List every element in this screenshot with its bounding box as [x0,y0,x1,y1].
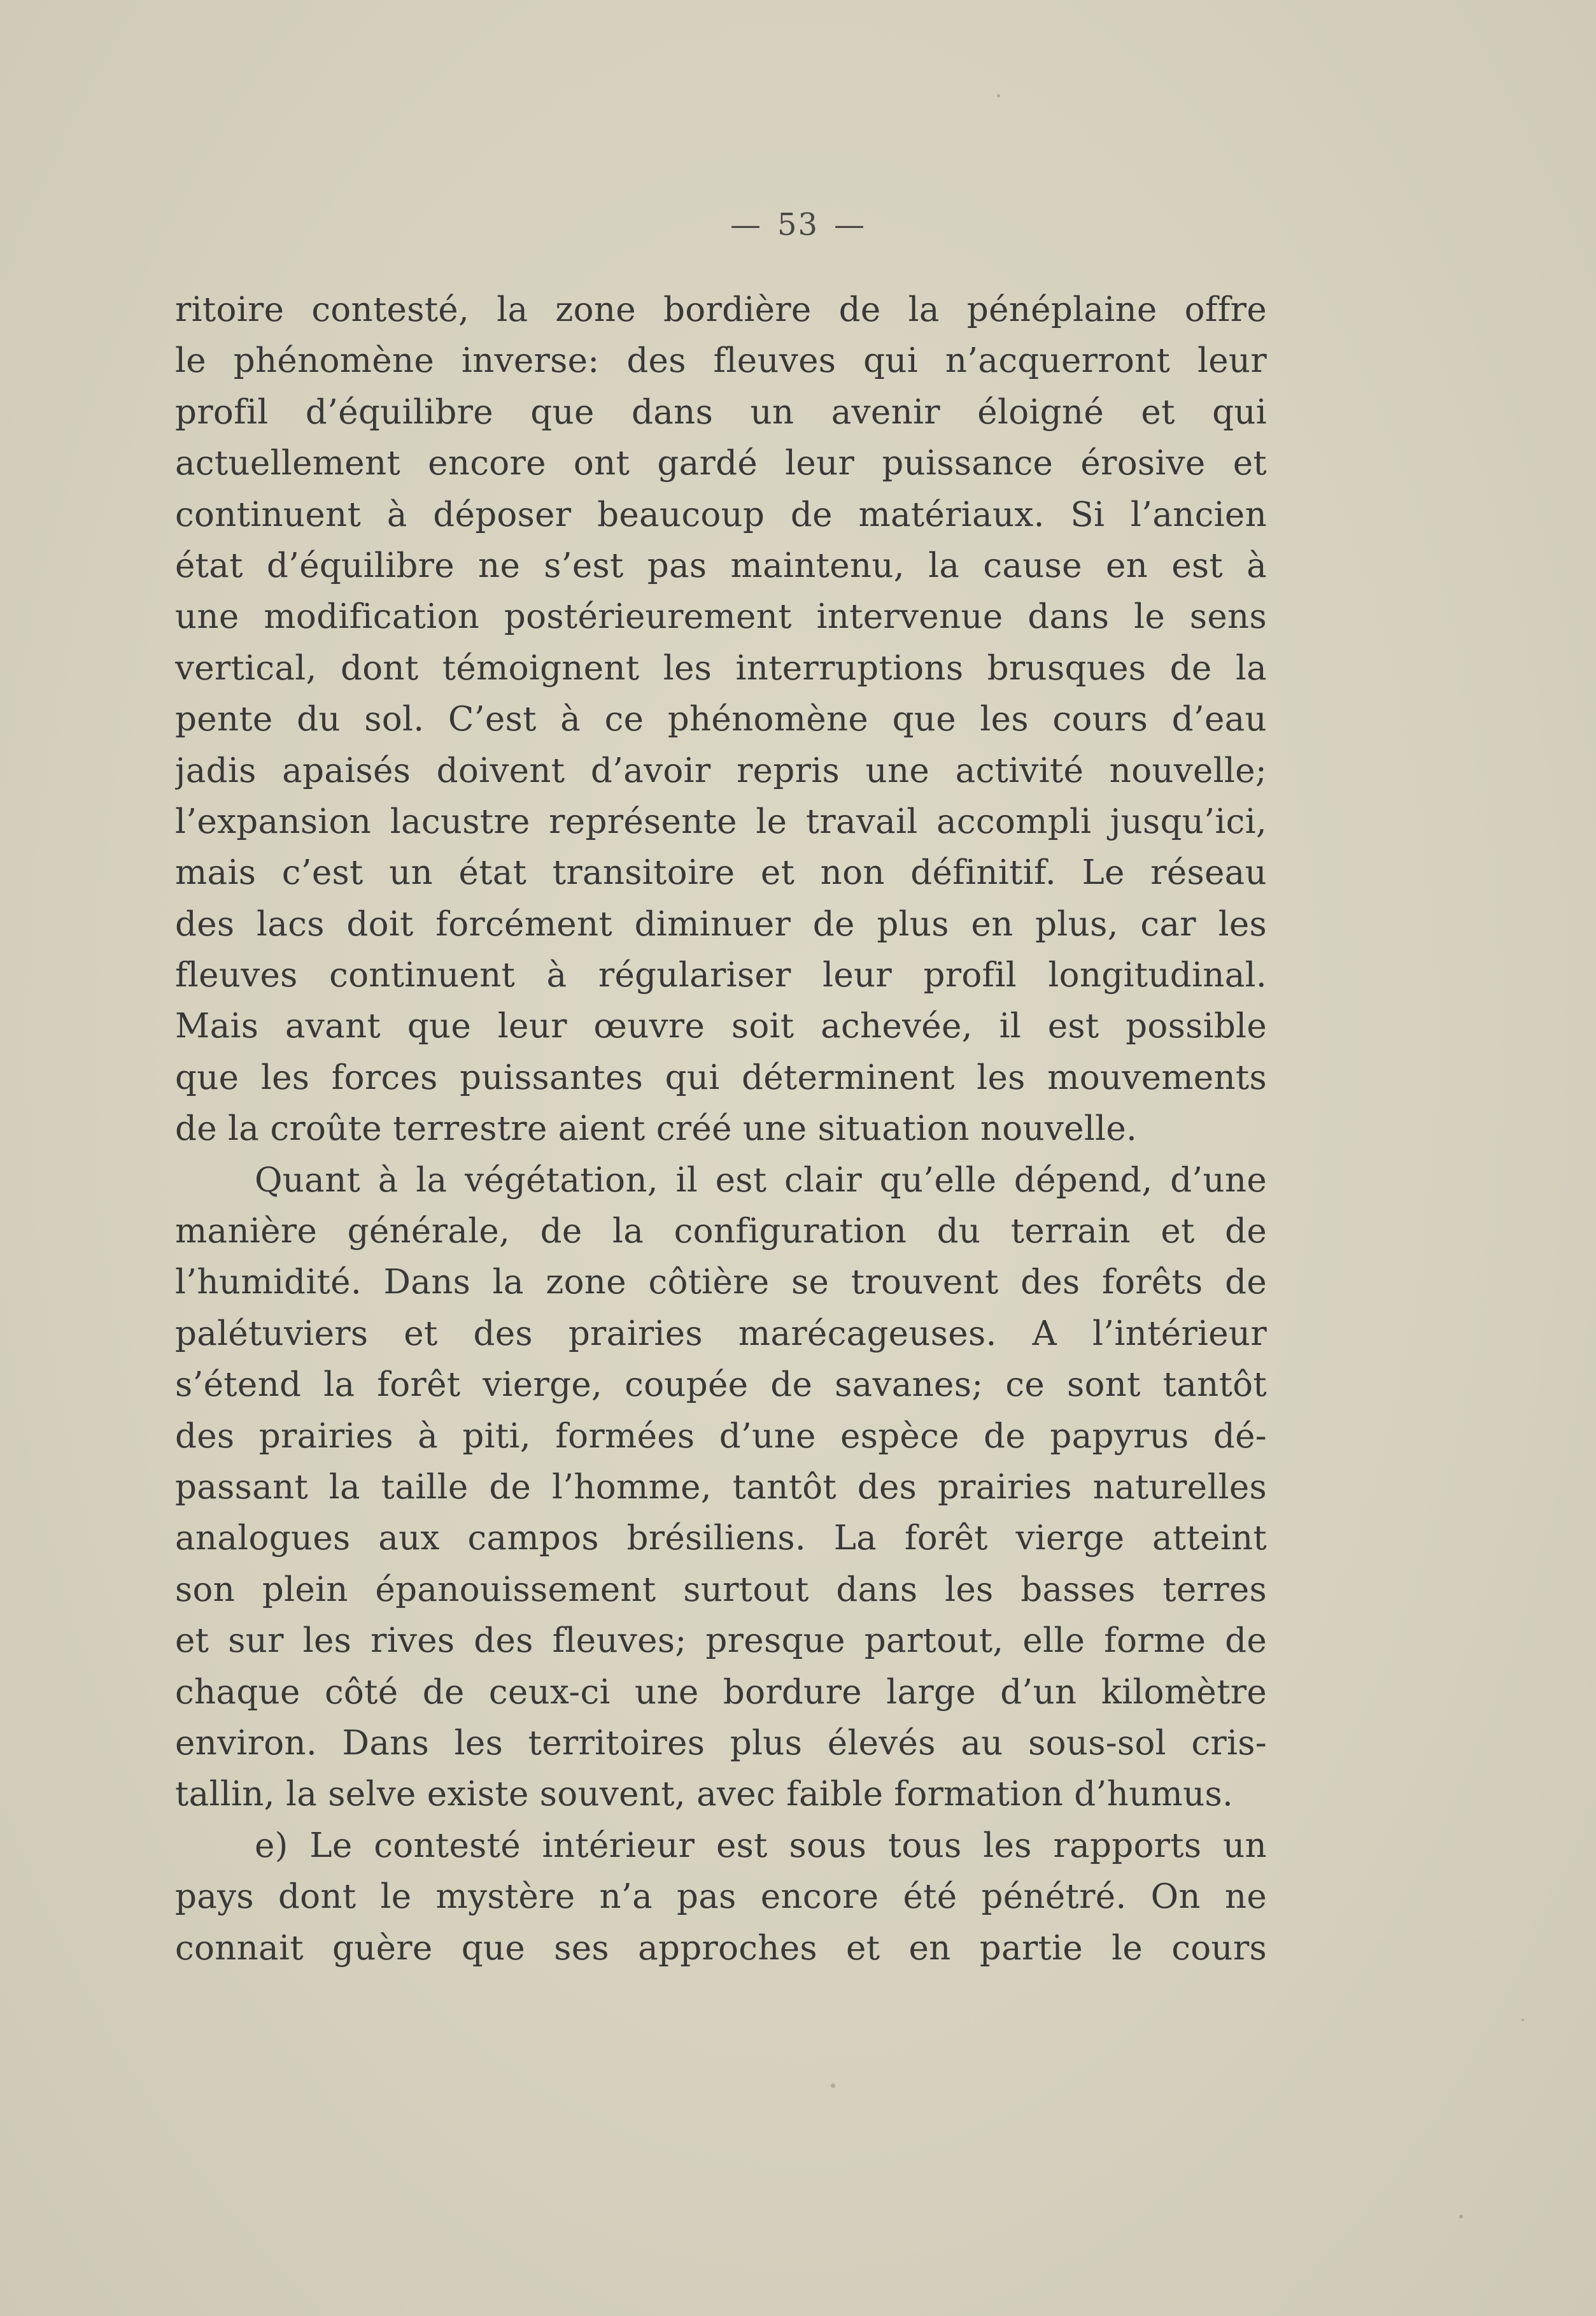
page-number-value: 53 [777,207,819,243]
text-line: passant la taille de l’homme, tantôt des prairies naturelles [175,1467,1267,1507]
text-line: jadis apaisés doivent d’avoir repris une activité nouvelle; [175,751,1267,790]
paper-speck [1459,2215,1463,2219]
body-text [175,285,1267,1974]
text-line: Mais avant que leur œuvre soit achevée, il est possible [175,1007,1267,1046]
text-line-paragraph-start: e) Le contesté intérieur est sous tous les rapports un [255,1826,1267,1865]
paper-speck [831,2084,835,2088]
text-line: le phénomène inverse: des fleuves qui n’acquerront leur [175,341,1267,381]
text-line: pente du sol. C’est à ce phénomène que les cours d’eau [175,700,1267,739]
text-line: profil d’équilibre que dans un avenir éloigné et qui [175,392,1267,432]
text-line: ritoire contesté, la zone bordière de la pénéplaine offre [175,290,1267,329]
text-line: des lacs doit forcément diminuer de plus en plus, car les [175,904,1267,944]
text-line-paragraph-end: de la croûte terrestre aient créé une situation nouvelle. [175,1109,1138,1149]
text-line-paragraph-start: Quant à la végétation, il est clair qu’elle dépend, d’une [255,1160,1267,1200]
text-line: son plein épanouissement surtout dans les basses terres [175,1570,1267,1609]
text-line: fleuves continuent à régulariser leur profil longitudinal. [175,956,1267,995]
text-line: une modification postérieurement intervenue dans le sens [175,597,1267,637]
text-line: continuent à déposer beaucoup de matériaux. Si l’ancien [175,495,1267,534]
page-number [0,207,1596,243]
text-line: mais c’est un état transitoire et non définitif. Le réseau [175,853,1267,893]
paper-speck [997,94,1000,97]
text-line: manière générale, de la configuration du terrain et de [175,1212,1267,1251]
paper-speck [1522,2019,1524,2021]
text-line: connait guère que ses approches et en partie le cours [175,1928,1267,1968]
text-line: analogues aux campos brésiliens. La forêt vierge atteint [175,1519,1267,1558]
text-line: état d’équilibre ne s’est pas maintenu, la cause en est à [175,546,1267,585]
text-line: pays dont le mystère n’a pas encore été pénétré. On ne [175,1877,1267,1917]
text-line: des prairies à piti, formées d’une espèce de papyrus dé- [175,1416,1267,1456]
text-line: et sur les rives des fleuves; presque partout, elle forme de [175,1621,1267,1661]
page-number-dash-left: — [730,207,762,243]
text-line: s’étend la forêt vierge, coupée de savanes; ce sont tantôt [175,1365,1267,1405]
text-line: vertical, dont témoignent les interruptions brusques de la [175,648,1267,688]
page-number-dash-right: — [834,207,866,243]
text-line: l’humidité. Dans la zone côtière se trouvent des forêts de [175,1263,1267,1302]
text-line-paragraph-end: tallin, la selve existe souvent, avec faible formation d’humus. [175,1775,1234,1814]
text-line: environ. Dans les territoires plus élevés au sous-sol cris- [175,1723,1267,1763]
text-line: que les forces puissantes qui déterminent les mouvements [175,1058,1267,1097]
text-line: actuellement encore ont gardé leur puissance érosive et [175,444,1267,483]
text-line: palétuviers et des prairies marécageuses. A l’intérieur [175,1314,1267,1353]
text-line: chaque côté de ceux-ci une bordure large d’un kilomètre [175,1672,1267,1712]
text-line: l’expansion lacustre représente le travail accompli jusqu’ici, [175,802,1267,841]
